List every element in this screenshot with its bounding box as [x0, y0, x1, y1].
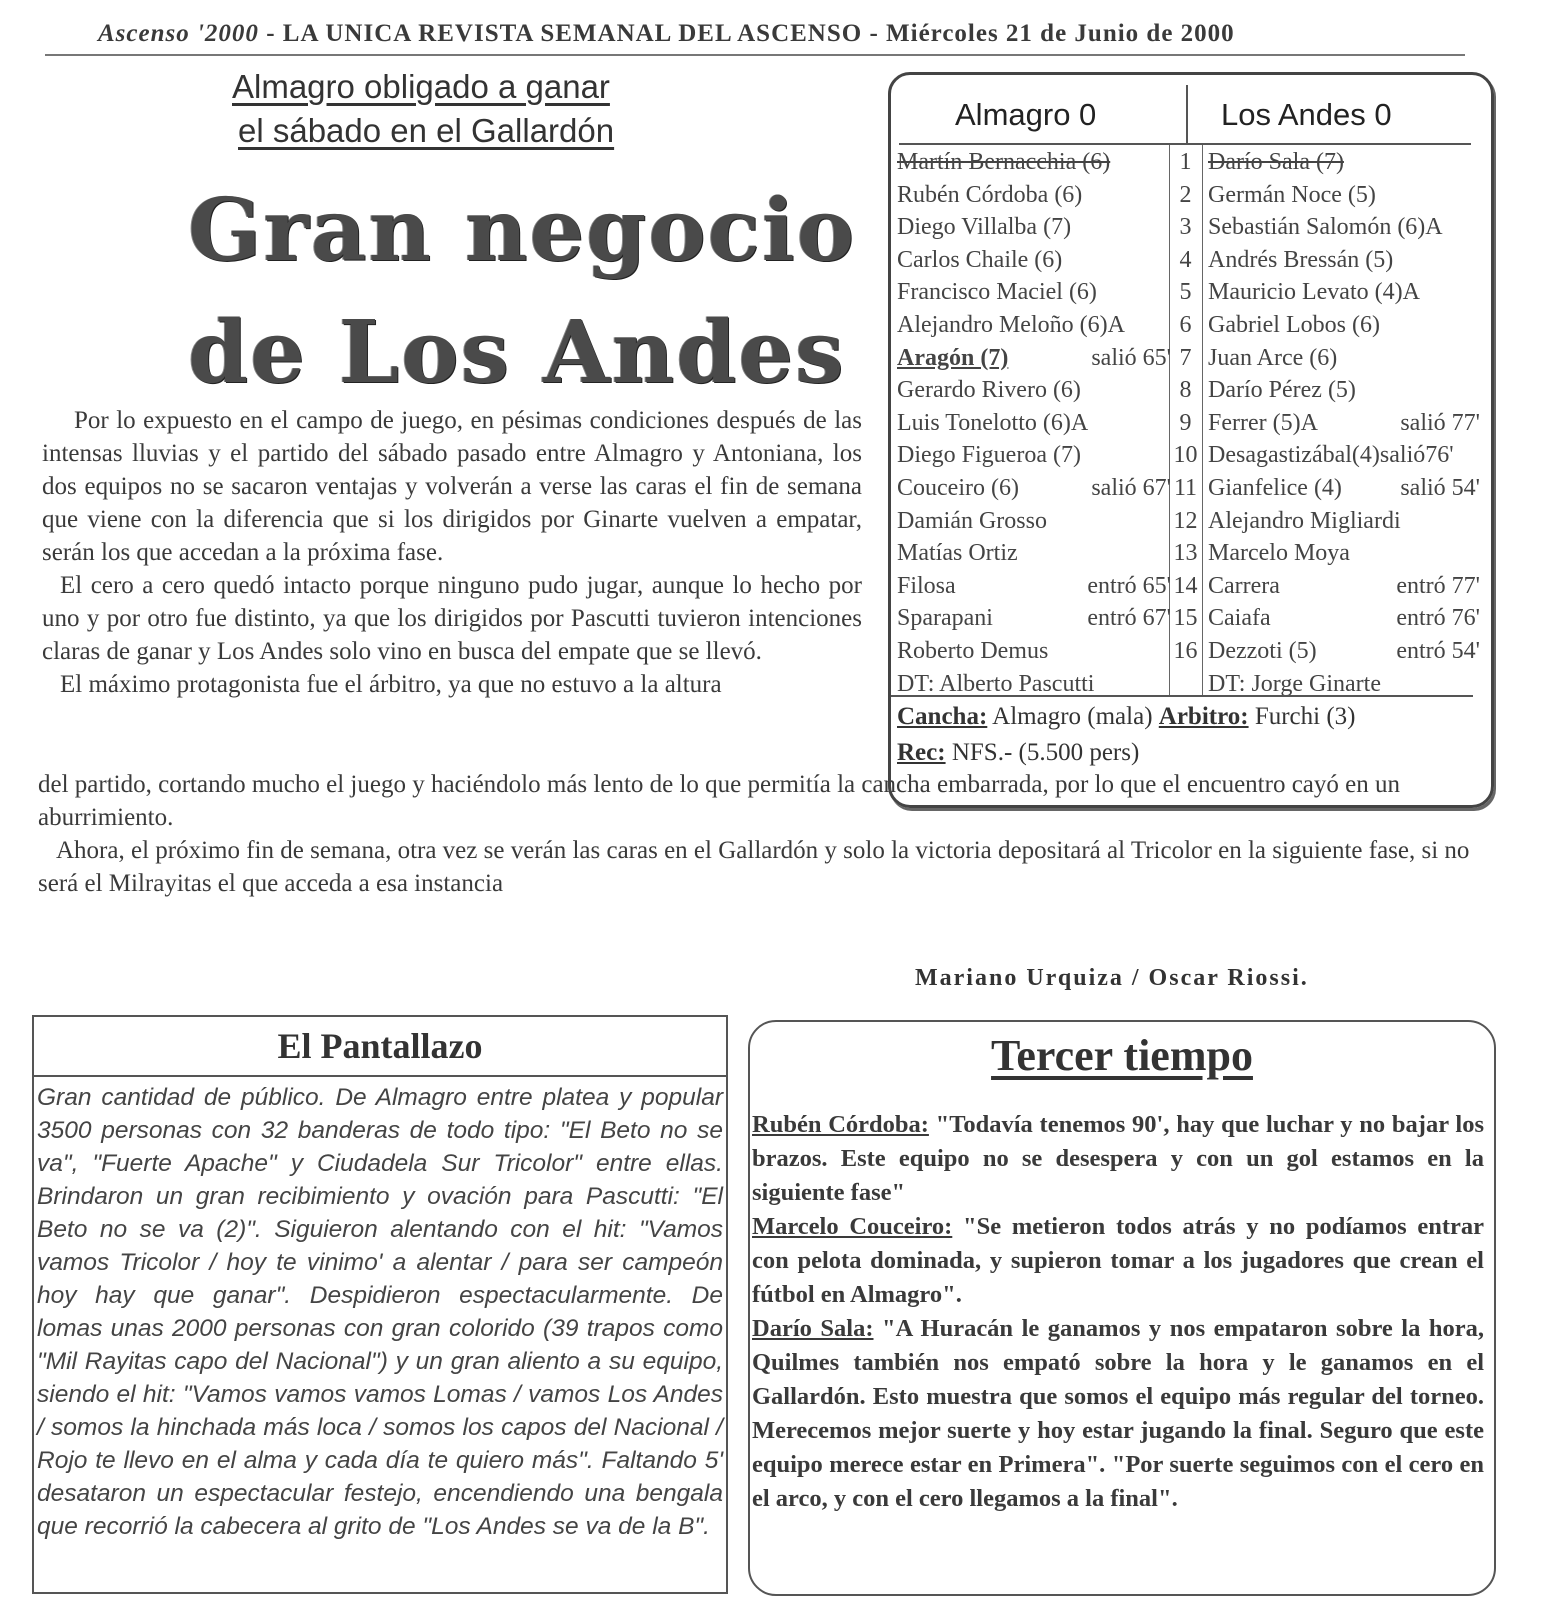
- home-player-note: entró 67': [1087, 605, 1171, 632]
- home-player: Rubén Córdoba (6): [897, 181, 1083, 208]
- shirt-number: 3: [1179, 214, 1192, 241]
- lineup-row: [897, 214, 1482, 246]
- story-column: [42, 404, 862, 701]
- kicker-line-1: Almagro obligado a ganar: [232, 68, 610, 105]
- quote-speaker-couceiro: Marcelo Couceiro:: [752, 1213, 953, 1240]
- tercer-tiempo-quotes: [752, 1108, 1484, 1516]
- kicker-line-2: el sábado en el Gallardón: [238, 112, 615, 149]
- arbitro-value: Furchi (3): [1248, 703, 1356, 730]
- lineup-row: [897, 247, 1482, 279]
- away-player: Dezzoti (5): [1208, 638, 1317, 664]
- away-player: Gianfelice (4): [1208, 475, 1342, 501]
- away-player: Andrés Bressán (5): [1208, 246, 1394, 273]
- quote-couceiro: "Se metieron todos atrás y no podíamos entrar con pelota dominada, y supieron tomar a los jugadores que crean el fútbol en Almagro".: [752, 1213, 1484, 1308]
- shirt-number: 12: [1173, 507, 1198, 534]
- quote-sala: "A Huracán le ganamos y nos empataron sobre la hora, Quilmes también nos empató sobre la hora y le ganamos en el Gallardón. Esto muestra que somos el equipo más regular del torneo. Merecemos mejor suerte y hoy estar jugando la final. Seguro que este equipo merece estar en Primera". "Por suerte seguimos con el cero en el arco, y con el cero llegamos a la final".: [752, 1315, 1484, 1512]
- pantallazo-text: Gran cantidad de público. De Almagro entre platea y popular 3500 personas con 32 banderas de todo tipo: "El Beto no se va", "Fuerte Apache" y Ciudadela Sur Tricolor" entre ellas. Brindaron un gran recibimiento y ovación para Pascutti: "El Beto no se va (2)". Siguieron alentando con el hit: "Vamos vamos Tricolor / hoy te vinimo' a alentar / para ser campeón hoy hay que ganar". Despidieron espectacularmente. De lomas unas 2000 personas con gran colorido (39 trapos como "Mil Rayitas capo del Nacional") y un gran aliento a su equipo, siendo el hit: "Vamos vamos vamos Lomas / vamos Los Andes / somos la hinchada más loca / somos los capos del Nacional / Rojo te llevo en el alma y cada día te quiero más". Faltando 5' desataron un espectacular festejo, encendiendo una bengala que recorrió la cabecera al grito de "Los Andes se va de la B".: [37, 1084, 723, 1540]
- lineup-row: [897, 279, 1482, 311]
- away-player: Gabriel Lobos (6): [1208, 312, 1380, 338]
- shirt-number: 10: [1173, 442, 1198, 469]
- away-player: Sebastián Salomón (6)A: [1208, 214, 1443, 241]
- shirt-number: 4: [1179, 246, 1192, 273]
- home-player: Sparapani: [897, 605, 993, 632]
- rec-label: Rec:: [897, 739, 946, 766]
- home-team-score: Almagro 0: [955, 97, 1097, 132]
- away-player: Juan Arce (6): [1208, 344, 1338, 371]
- quote-speaker-cordoba: Rubén Córdoba:: [752, 1111, 929, 1138]
- lineup-row: [897, 540, 1482, 572]
- away-player: Darío Sala (7): [1208, 149, 1344, 175]
- away-player: DT: Jorge Ginarte: [1208, 670, 1381, 697]
- away-player: Caiafa: [1208, 605, 1271, 632]
- cancha-label: Cancha:: [897, 703, 988, 730]
- shirt-number: 15: [1173, 605, 1198, 632]
- shirt-number: 16: [1173, 638, 1198, 664]
- away-player-note: salió 54': [1400, 475, 1480, 501]
- cancha-value: Almagro (mala): [987, 703, 1159, 730]
- away-player: Germán Noce (5): [1208, 181, 1376, 208]
- away-player: Darío Pérez (5): [1208, 377, 1356, 404]
- shirt-number: 5: [1179, 279, 1192, 306]
- away-player: Marcelo Moya: [1208, 540, 1350, 567]
- home-player: Francisco Maciel (6): [897, 279, 1097, 306]
- lineup-row: [897, 508, 1482, 540]
- home-player: Roberto Demus: [897, 638, 1049, 664]
- footer-rule: [891, 695, 1473, 697]
- home-player: Martín Bernacchia (6): [897, 149, 1111, 175]
- lineup-row: [897, 638, 1482, 670]
- masthead-text: - LA UNICA REVISTA SEMANAL DEL ASCENSO - Miércoles 21 de Junio de 2000: [258, 20, 1235, 47]
- masthead-rule: [45, 54, 1465, 56]
- home-player: Couceiro (6): [897, 475, 1019, 501]
- tercer-tiempo-box: [748, 1020, 1496, 1596]
- shirt-number: 9: [1179, 409, 1192, 436]
- cancha-line: [897, 703, 1356, 731]
- shirt-number: 8: [1179, 377, 1192, 404]
- headline-line-2: de Los Andes: [188, 302, 846, 403]
- shirt-number: 11: [1173, 475, 1198, 501]
- shirt-number: 14: [1173, 572, 1198, 599]
- pantallazo-title: El Pantallazo: [34, 1017, 726, 1077]
- home-player: Damián Grosso: [897, 507, 1047, 534]
- away-player-note: entró 76': [1396, 605, 1480, 632]
- shirt-number: 13: [1173, 540, 1198, 567]
- story-paragraph-1: Por lo expuesto en el campo de juego, en pésimas condiciones después de las intensas lluvias y el partido del sábado pasado entre Almagro y Antoniana, los dos equipos no se sacaron ventajas y volverán a verse las caras el fin de semana que viene con la diferencia que si los dirigidos por Ginarte vuelven a empatar, serán los que accedan a la próxima fase.: [42, 407, 862, 566]
- byline: Mariano Urquiza / Oscar Riossi.: [915, 965, 1309, 991]
- away-player: Ferrer (5)A: [1208, 409, 1318, 436]
- home-player: Diego Figueroa (7): [897, 442, 1081, 469]
- home-player: Aragón (7): [897, 344, 1009, 371]
- home-player: Diego Villalba (7): [897, 214, 1072, 241]
- home-player-note: salió 65': [1091, 344, 1171, 371]
- shirt-number: 2: [1179, 181, 1192, 208]
- shirt-number: 7: [1179, 344, 1192, 371]
- lineup-row: [897, 671, 1482, 703]
- story-paragraph-3-end: del partido, cortando mucho el juego y haciéndolo más lento de lo que permitía la cancha embarrada, por lo que el encuentro cayó en un aburrimiento.: [38, 771, 1400, 831]
- home-player: Gerardo Rivero (6): [897, 377, 1081, 404]
- story-paragraph-2: El cero a cero quedó intacto porque ninguno pudo jugar, aunque lo hecho por uno y por otro fue distinto, ya que los dirigidos por Pascutti tuvieron intenciones claras de ganar y Los Andes solo vino en busca del empate que se llevó.: [42, 572, 862, 665]
- home-player-note: salió 67': [1091, 475, 1171, 501]
- away-player: Mauricio Levato (4)A: [1208, 279, 1420, 306]
- away-player: Desagastizábal(4)salió76': [1208, 442, 1454, 469]
- lineup-row: [897, 605, 1482, 637]
- pantallazo-box: [32, 1015, 728, 1594]
- quote-cordoba: "Todavía tenemos 90', hay que luchar y no bajar los brazos. Este equipo no se desespera y con un gol estamos en la siguiente fase": [752, 1111, 1484, 1206]
- masthead: [98, 20, 1448, 48]
- lineup-row: [897, 475, 1482, 507]
- away-player: Alejandro Migliardi: [1208, 507, 1401, 534]
- lineup-row: [897, 410, 1482, 442]
- quote-speaker-sala: Darío Sala:: [752, 1315, 874, 1342]
- away-player-note: entró 77': [1396, 572, 1480, 599]
- away-player-note: entró 54': [1396, 638, 1480, 664]
- home-player: DT: Alberto Pascutti: [897, 670, 1095, 697]
- lineup-row: [897, 312, 1482, 344]
- home-player: Matías Ortiz: [897, 540, 1018, 567]
- home-player: Alejandro Meloño (6)A: [897, 312, 1125, 338]
- lineup-row: [897, 149, 1482, 181]
- header-divider: [1186, 85, 1188, 143]
- shirt-number: 1: [1179, 149, 1192, 175]
- home-player-note: entró 65': [1087, 572, 1171, 599]
- arbitro-label: Arbitro:: [1158, 703, 1249, 730]
- home-player: Filosa: [897, 572, 956, 599]
- lineup-row: [897, 377, 1482, 409]
- tercer-tiempo-title: Tercer tiempo: [991, 1031, 1253, 1080]
- lineup-box: [888, 72, 1494, 808]
- story-paragraph-4: Ahora, el próximo fin de semana, otra vez se verán las caras en el Gallardón y solo la victoria depositará al Tricolor en la siguiente fase, si no será el Milrayitas el que acceda a esa instancia: [38, 837, 1470, 897]
- lineup-row: [897, 442, 1482, 474]
- lineup-row: [897, 182, 1482, 214]
- shirt-number: 6: [1179, 312, 1192, 338]
- away-team-score: Los Andes 0: [1221, 97, 1392, 132]
- masthead-brand: Ascenso '2000: [98, 20, 259, 47]
- story-paragraph-3-start: El máximo protagonista fue el árbitro, ya que no estuvo a la altura: [60, 671, 722, 698]
- away-player-note: salió 77': [1400, 409, 1480, 436]
- header-rule: [899, 143, 1471, 145]
- home-player: Carlos Chaile (6): [897, 246, 1063, 273]
- away-player: Carrera: [1208, 572, 1280, 599]
- home-player: Luis Tonelotto (6)A: [897, 409, 1089, 436]
- rec-line: [897, 739, 1139, 767]
- headline-line-1: Gran negocio: [188, 180, 857, 281]
- lineup-row: [897, 345, 1482, 377]
- rec-value: NFS.- (5.500 pers): [945, 739, 1140, 766]
- lineup-row: [897, 573, 1482, 605]
